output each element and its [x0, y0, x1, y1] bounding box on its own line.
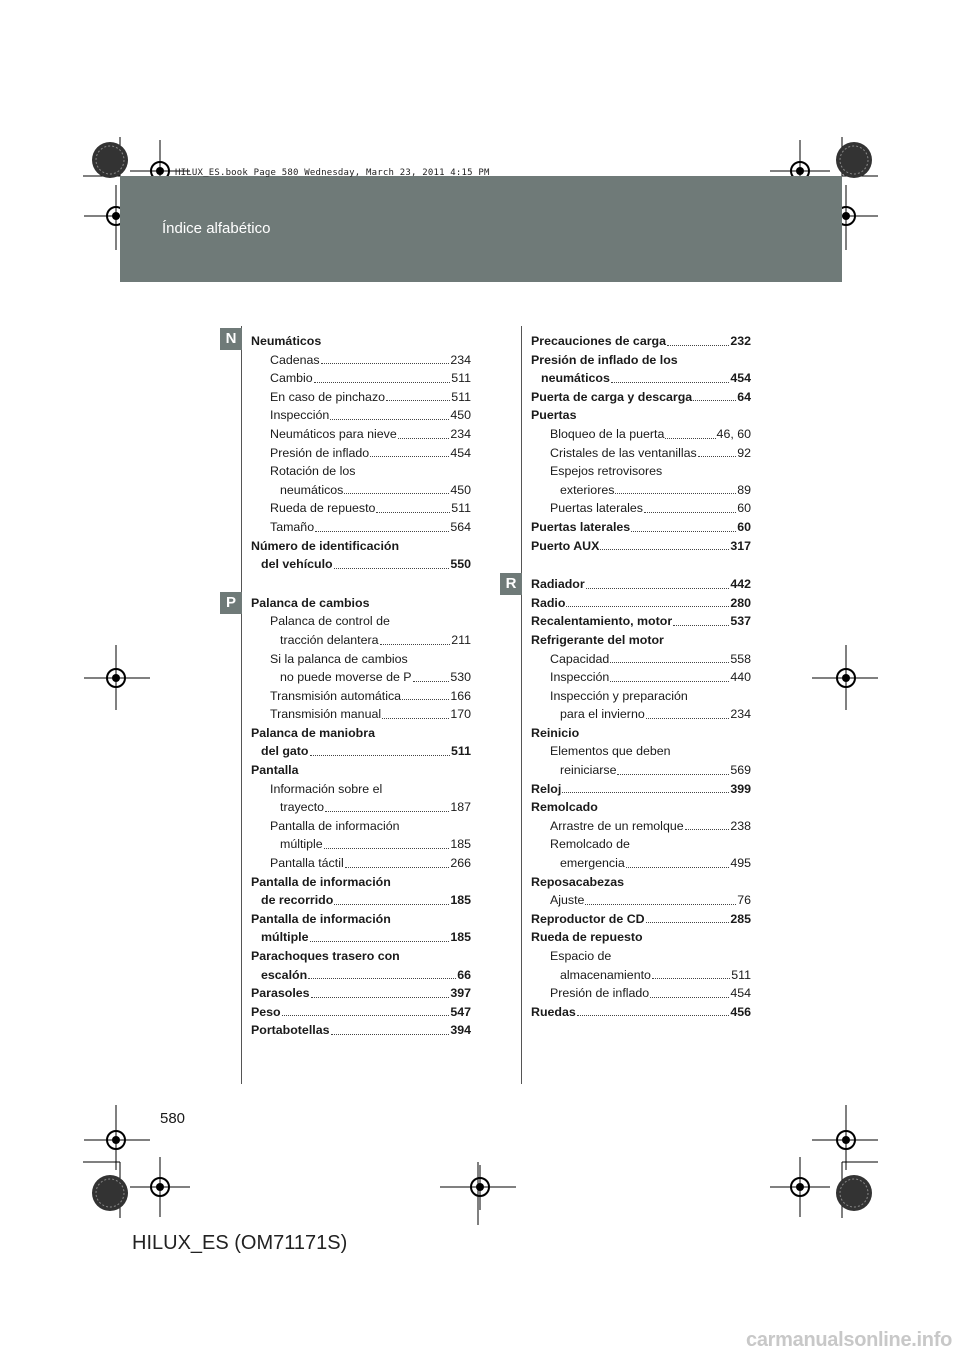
index-entry: [531, 854, 751, 873]
section-title: Índice alfabético: [162, 220, 271, 237]
index-entry: [251, 873, 471, 892]
entry-label: Número de identificación: [251, 538, 400, 553]
index-entry: [251, 332, 471, 351]
entry-page: 211: [451, 632, 471, 647]
dot-leader: [376, 499, 450, 513]
entry-label: Precauciones de carga: [531, 334, 666, 348]
index-entry: [531, 425, 751, 444]
entry-label: Transmisión automática: [270, 688, 402, 703]
dot-leader: [382, 705, 449, 719]
index-entry: [531, 928, 751, 947]
dot-leader: [344, 481, 449, 495]
index-entry: [531, 406, 751, 425]
dot-leader: [398, 425, 450, 439]
dot-leader: [282, 1003, 450, 1017]
entry-label: Pantalla de información: [251, 911, 391, 926]
entry-page: 440: [730, 670, 751, 685]
index-entry: [251, 351, 471, 370]
entry-label: Reproductor de CD: [531, 911, 645, 926]
dot-leader: [380, 631, 451, 645]
dot-leader: [611, 369, 729, 383]
entry-page: 394: [450, 1023, 471, 1038]
index-entry: [251, 462, 471, 481]
index-entry: [531, 631, 751, 650]
entry-label: Portabotellas: [251, 1023, 330, 1038]
entry-page: 511: [451, 389, 471, 404]
index-entry: [251, 928, 471, 947]
entry-label: Inspección y preparación: [550, 688, 688, 703]
entry-page: 266: [450, 856, 471, 871]
entry-page: 60: [737, 519, 751, 534]
dot-leader: [646, 910, 730, 924]
entry-label: emergencia: [560, 856, 625, 871]
dot-leader: [308, 966, 456, 980]
entry-label: exteriores: [560, 482, 615, 497]
entry-label: Peso: [251, 1004, 281, 1019]
entry-label: escalón: [261, 967, 308, 982]
entry-page: 185: [450, 930, 471, 945]
index-entry: [531, 761, 751, 780]
entry-page: 456: [730, 1004, 751, 1019]
entry-label: Inspección: [270, 408, 330, 423]
dot-leader: [673, 612, 729, 626]
entry-page: 511: [731, 967, 751, 982]
entry-page: 232: [730, 334, 751, 348]
index-entry: [251, 724, 471, 743]
index-entry: [251, 425, 471, 444]
entry-label: Refrigerante del motor: [531, 632, 664, 647]
dot-leader: [600, 537, 729, 551]
entry-page: 46, 60: [716, 426, 751, 441]
entry-label: Palanca de cambios: [251, 595, 370, 610]
index-entry: [531, 817, 751, 836]
entry-label: Puerto AUX: [531, 538, 600, 553]
dot-leader: [693, 388, 736, 402]
index-entry: [251, 910, 471, 929]
index-entry: [251, 388, 471, 407]
index-entry: [531, 910, 751, 929]
entry-page: 454: [450, 445, 471, 460]
section-gap: [251, 574, 471, 594]
entry-page: 564: [450, 519, 471, 534]
index-entry: [251, 668, 471, 687]
entry-label: Rueda de repuesto: [531, 930, 643, 945]
entry-label: Tamaño: [270, 519, 315, 534]
entry-label: Presión de inflado de los: [531, 352, 678, 367]
index-entry: [531, 444, 751, 463]
entry-label: Capacidad: [550, 651, 610, 666]
dot-leader: [644, 499, 736, 513]
dot-leader: [626, 854, 730, 868]
entry-label: múltiple: [261, 930, 309, 945]
index-entry: [251, 742, 471, 761]
dot-leader: [321, 351, 450, 365]
entry-label: Si la palanca de cambios: [270, 651, 408, 666]
dot-leader: [631, 518, 736, 532]
dot-leader: [386, 388, 450, 402]
index-entry: [531, 835, 751, 854]
index-entry: [251, 780, 471, 799]
entry-label: Espejos retrovisores: [550, 464, 663, 479]
index-entry: [251, 705, 471, 724]
entry-label: neumáticos: [280, 482, 344, 497]
entry-page: 92: [737, 445, 751, 460]
entry-page: 234: [450, 352, 471, 367]
entry-page: 454: [730, 371, 751, 386]
index-entry: [251, 1003, 471, 1022]
watermark: carmanualsonline.info: [746, 1329, 952, 1351]
index-entry: [531, 481, 751, 500]
entry-label: almacenamiento: [560, 967, 651, 982]
entry-page: 569: [730, 763, 751, 778]
index-entry: [251, 687, 471, 706]
dot-leader: [652, 966, 730, 980]
entry-label: Neumáticos: [251, 334, 322, 348]
dot-leader: [685, 817, 730, 831]
index-entry: [251, 854, 471, 873]
index-entry: [251, 650, 471, 669]
index-entry: [251, 891, 471, 910]
entry-label: Reloj: [531, 781, 562, 796]
entry-label: Cristales de las ventanillas: [550, 445, 697, 460]
index-entry: [531, 984, 751, 1003]
dot-leader: [667, 332, 729, 346]
dot-leader: [370, 444, 449, 458]
index-entry: [251, 612, 471, 631]
entry-page: 450: [450, 408, 471, 423]
dot-leader: [402, 687, 449, 701]
dot-leader: [314, 369, 451, 383]
entry-label: Remolcado de: [550, 837, 630, 852]
entry-label: tracción delantera: [280, 632, 379, 647]
dot-leader: [324, 835, 450, 849]
entry-label: Radiador: [531, 577, 585, 592]
dot-leader: [646, 705, 730, 719]
letter-tab-n: N: [220, 328, 242, 350]
index-entry: [251, 594, 471, 613]
entry-label: Neumáticos para nieve: [270, 426, 397, 441]
entry-label: Rotación de los: [270, 464, 356, 479]
entry-page: 60: [737, 501, 751, 516]
dot-leader: [577, 1003, 730, 1017]
entry-label: Rueda de repuesto: [270, 501, 376, 516]
dot-leader: [615, 481, 736, 495]
entry-page: 185: [450, 837, 471, 852]
entry-label: Pantalla: [251, 763, 299, 778]
entry-label: Transmisión manual: [270, 707, 382, 722]
entry-page: 537: [730, 614, 751, 629]
entry-label: Puertas laterales: [531, 519, 631, 534]
entry-label: Ajuste: [550, 893, 585, 908]
entry-label: Cambio: [270, 371, 313, 386]
index-entry: [251, 984, 471, 1003]
index-entry: [531, 575, 751, 594]
letter-tab-r: R: [500, 573, 522, 595]
index-entry: [251, 798, 471, 817]
dot-leader: [311, 984, 450, 998]
dot-leader: [310, 928, 450, 942]
index-entry: [531, 705, 751, 724]
entry-page: 530: [450, 670, 471, 685]
entry-page: 399: [730, 781, 751, 796]
entry-page: 187: [450, 800, 471, 815]
index-entry: [531, 1003, 751, 1022]
index-entry: [531, 650, 751, 669]
entry-label: Elementos que deben: [550, 744, 671, 759]
entry-page: 547: [450, 1004, 471, 1019]
index-entry: [531, 873, 751, 892]
entry-page: 285: [730, 911, 751, 926]
column-divider-right: [521, 326, 522, 1084]
index-entry: [251, 555, 471, 574]
index-entry: [531, 462, 751, 481]
entry-page: 280: [730, 595, 751, 610]
index-entry: [531, 687, 751, 706]
entry-label: Puertas: [531, 408, 577, 423]
entry-label: Radio: [531, 595, 566, 610]
index-entry: [531, 891, 751, 910]
entry-page: 166: [450, 688, 471, 703]
entry-label: de recorrido: [261, 893, 334, 908]
index-entry: [531, 537, 751, 556]
entry-label: múltiple: [280, 837, 323, 852]
entry-page: 511: [451, 501, 471, 516]
index-entry: [531, 518, 751, 537]
entry-page: 511: [451, 371, 471, 386]
dot-leader: [585, 891, 736, 905]
entry-label: para el invierno: [560, 707, 645, 722]
dot-leader: [610, 650, 729, 664]
entry-label: Cadenas: [270, 352, 320, 367]
index-entry: [531, 966, 751, 985]
entry-page: 238: [730, 818, 751, 833]
entry-label: Bloqueo de la puerta: [550, 426, 665, 441]
entry-label: Reposacabezas: [531, 874, 624, 889]
column-divider-left: [241, 326, 242, 1084]
index-entry: [251, 1021, 471, 1040]
entry-page: 450: [450, 482, 471, 497]
dot-leader: [698, 444, 737, 458]
book-info-line: HILUX_ES.book Page 580 Wednesday, March 23, 2011 4:15 PM: [175, 168, 490, 178]
entry-page: 76: [737, 893, 751, 908]
entry-label: del gato: [261, 744, 309, 759]
dot-leader: [330, 406, 449, 420]
index-entry: [251, 537, 471, 556]
index-entry: [251, 444, 471, 463]
index-entry: [251, 947, 471, 966]
dot-leader: [331, 1021, 450, 1035]
index-entry: [251, 499, 471, 518]
entry-label: Puertas laterales: [550, 501, 643, 516]
entry-page: 66: [457, 967, 471, 982]
index-entry: [251, 406, 471, 425]
section-gap: [531, 555, 751, 575]
index-entry: [251, 631, 471, 650]
entry-page: 511: [451, 744, 471, 759]
entry-page: 397: [450, 986, 471, 1001]
dot-leader: [334, 891, 449, 905]
entry-page: 317: [730, 538, 751, 553]
entry-label: Recalentamiento, motor: [531, 614, 673, 629]
index-entry: [251, 518, 471, 537]
dot-leader: [345, 854, 450, 868]
letter-tab-p: P: [220, 592, 242, 614]
entry-label: Presión de inflado: [270, 445, 370, 460]
dot-leader: [334, 555, 450, 569]
entry-label: del vehículo: [261, 557, 333, 572]
index-entry: [531, 798, 751, 817]
entry-label: Palanca de control de: [270, 614, 390, 629]
index-entry: [251, 369, 471, 388]
index-entry: [251, 481, 471, 500]
entry-label: Reinicio: [531, 725, 580, 740]
dot-leader: [586, 575, 730, 589]
entry-label: Presión de inflado: [550, 986, 650, 1001]
index-entry: [531, 947, 751, 966]
entry-page: 185: [450, 893, 471, 908]
entry-page: 170: [450, 707, 471, 722]
page-number: 580: [160, 1110, 186, 1127]
index-entry: [531, 388, 751, 407]
index-entry: [251, 835, 471, 854]
entry-page: 442: [730, 577, 751, 592]
entry-page: 558: [730, 651, 751, 666]
entry-page: 550: [450, 557, 471, 572]
dot-leader: [610, 668, 729, 682]
entry-label: Remolcado: [531, 800, 598, 815]
dot-leader: [413, 668, 450, 682]
index-entry: [531, 351, 751, 370]
entry-label: Información sobre el: [270, 781, 383, 796]
dot-leader: [566, 594, 729, 608]
entry-label: trayecto: [280, 800, 325, 815]
index-entry: [531, 780, 751, 799]
entry-label: Espacio de: [550, 949, 612, 963]
index-entry: [531, 668, 751, 687]
entry-label: Inspección: [550, 670, 610, 685]
dot-leader: [315, 518, 449, 532]
entry-label: Parasoles: [251, 986, 310, 1001]
index-entry: [251, 817, 471, 836]
index-entry: [531, 594, 751, 613]
index-entry: [251, 966, 471, 985]
entry-label: Parachoques trasero con: [251, 949, 400, 963]
index-entry: [531, 369, 751, 388]
index-entry: [531, 612, 751, 631]
entry-label: neumáticos: [541, 371, 610, 386]
dot-leader: [310, 742, 451, 756]
dot-leader: [325, 798, 449, 812]
dot-leader: [617, 761, 729, 775]
entry-label: Arrastre de un remolque: [550, 818, 684, 833]
entry-label: Palanca de maniobra: [251, 725, 375, 740]
entry-page: 234: [730, 707, 751, 722]
index-entry: [531, 724, 751, 743]
entry-label: reiniciarse: [560, 763, 617, 778]
entry-label: En caso de pinchazo: [270, 389, 386, 404]
manual-code: HILUX_ES (OM71171S): [132, 1232, 348, 1254]
entry-label: Pantalla táctil: [270, 856, 344, 871]
entry-label: Ruedas: [531, 1004, 576, 1019]
index-entry: [251, 761, 471, 780]
entry-page: 89: [737, 482, 751, 497]
dot-leader: [665, 425, 715, 439]
entry-page: 234: [450, 426, 471, 441]
entry-label: Puerta de carga y descarga: [531, 389, 693, 404]
index-entry: [531, 332, 751, 351]
entry-page: 64: [737, 389, 751, 404]
index-entry: [531, 742, 751, 761]
entry-page: 495: [730, 856, 751, 871]
entry-label: no puede moverse de P: [280, 670, 412, 685]
dot-leader: [650, 984, 729, 998]
index-column-left: [251, 332, 471, 1040]
entry-label: Pantalla de información: [251, 874, 391, 889]
dot-leader: [562, 780, 729, 794]
entry-page: 454: [730, 986, 751, 1001]
entry-label: Pantalla de información: [270, 818, 400, 833]
index-column-right: [531, 332, 751, 1021]
index-entry: [531, 499, 751, 518]
